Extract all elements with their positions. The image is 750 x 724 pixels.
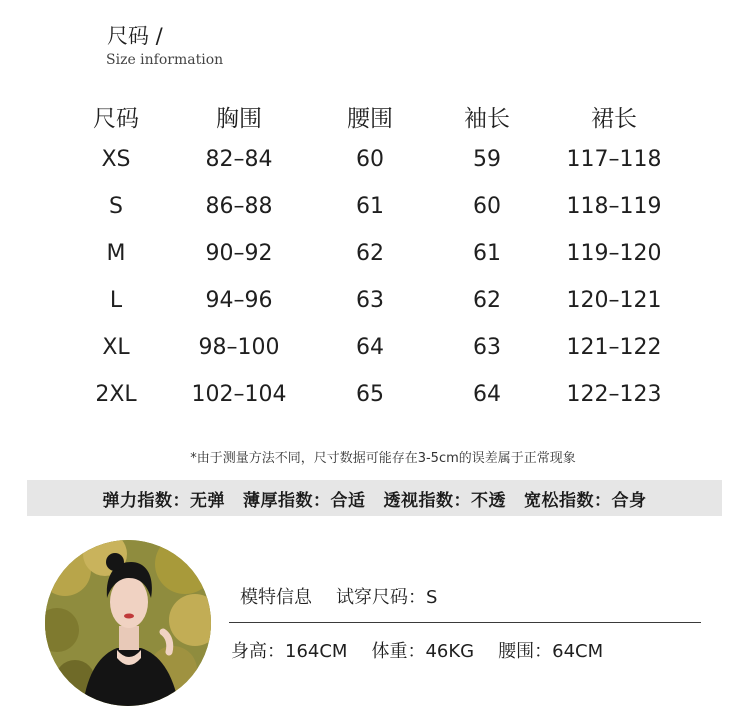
cell-size: 2XL [95, 382, 137, 407]
table-row [0, 335, 750, 382]
model-waist: 腰围：64CM [498, 641, 604, 662]
cell-waist: 62 [356, 241, 384, 266]
model-weight: 体重：46KG [371, 641, 475, 662]
cell-sleeve: 64 [473, 382, 501, 407]
table-row [0, 147, 750, 194]
cell-skirt-length: 121–122 [566, 335, 662, 360]
cell-bust: 90–92 [205, 241, 273, 266]
cell-sleeve: 59 [473, 147, 501, 172]
section-title: 尺码 / [107, 24, 163, 48]
divider [229, 622, 701, 623]
header-sleeve: 袖长 [464, 106, 510, 132]
section-subtitle: Size information [106, 52, 224, 68]
header-waist: 腰围 [347, 106, 393, 132]
size-table [0, 100, 750, 429]
cell-waist: 60 [356, 147, 384, 172]
model-info-line [240, 583, 437, 609]
model-photo [45, 540, 211, 706]
cell-sleeve: 61 [473, 241, 501, 266]
index-fit: 宽松指数：合身 [524, 490, 647, 511]
cell-skirt-length: 118–119 [566, 194, 662, 219]
measurement-note: *由于测量方法不同，尺寸数据可能存在3-5cm的误差属于正常现象 [190, 451, 576, 466]
cell-skirt-length: 122–123 [566, 382, 662, 407]
cell-skirt-length: 120–121 [566, 288, 662, 313]
cell-size: M [106, 241, 126, 266]
cell-waist: 61 [356, 194, 384, 219]
fabric-indices-bar [27, 480, 722, 516]
table-row [0, 288, 750, 335]
cell-bust: 102–104 [191, 382, 287, 407]
cell-waist: 64 [356, 335, 384, 360]
model-stats-line [231, 637, 603, 663]
cell-size: XL [102, 335, 130, 360]
try-size: 试穿尺码：S [336, 587, 438, 608]
cell-sleeve: 60 [473, 194, 501, 219]
cell-sleeve: 62 [473, 288, 501, 313]
model-height: 身高：164CM [231, 641, 348, 662]
table-row [0, 241, 750, 288]
cell-bust: 86–88 [205, 194, 273, 219]
cell-skirt-length: 119–120 [566, 241, 662, 266]
table-header-row [0, 100, 750, 147]
index-elasticity: 弹力指数：无弹 [102, 490, 225, 511]
header-size: 尺码 [93, 106, 139, 132]
cell-waist: 63 [356, 288, 384, 313]
cell-sleeve: 63 [473, 335, 501, 360]
index-sheerness: 透视指数：不透 [383, 490, 506, 511]
cell-waist: 65 [356, 382, 384, 407]
cell-bust: 98–100 [198, 335, 280, 360]
index-thickness: 薄厚指数：合适 [243, 490, 366, 511]
cell-size: XS [101, 147, 131, 172]
cell-size: S [109, 194, 123, 219]
cell-bust: 94–96 [205, 288, 273, 313]
header-skirt-length: 裙长 [591, 106, 637, 132]
model-photo-illustration [45, 540, 211, 706]
header-bust: 胸围 [216, 106, 262, 132]
model-info-label: 模特信息 [240, 587, 312, 608]
cell-size: L [109, 288, 123, 313]
cell-skirt-length: 117–118 [566, 147, 662, 172]
cell-bust: 82–84 [205, 147, 273, 172]
table-row [0, 382, 750, 429]
table-row [0, 194, 750, 241]
